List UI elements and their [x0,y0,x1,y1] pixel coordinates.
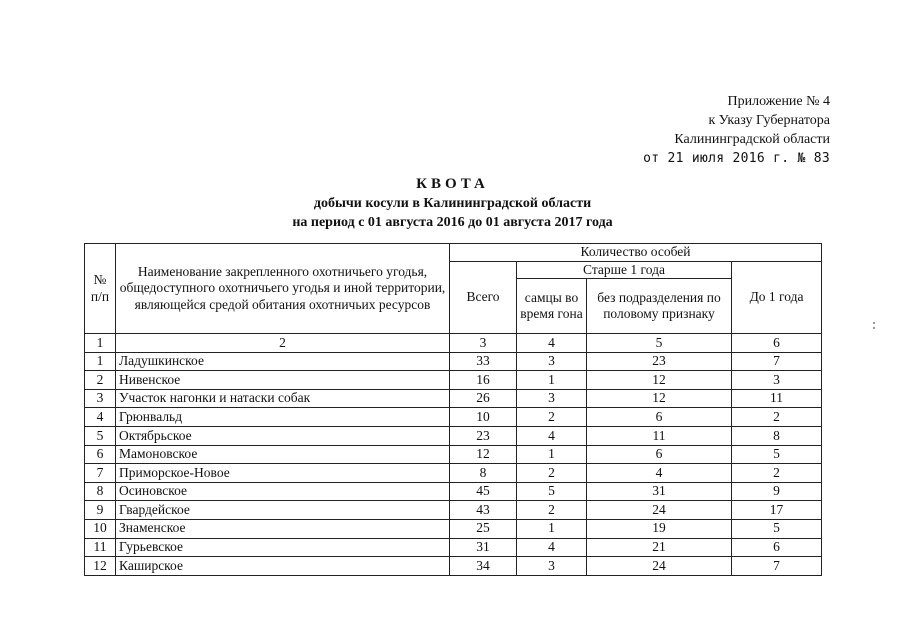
row-males-cell: 4 [517,426,587,445]
row-name-cell: Ладушкинское [116,352,450,371]
row-males-cell: 1 [517,445,587,464]
header-older: Старше 1 года [517,261,732,279]
row-young-cell: 7 [732,352,822,371]
column-number: 6 [732,334,822,353]
row-males-cell: 3 [517,352,587,371]
row-name-cell: Каширское [116,557,450,576]
row-number-cell: 8 [85,482,116,501]
row-total-cell: 23 [450,426,517,445]
appendix-region: Калининградской области [674,132,830,147]
row-males-cell: 3 [517,557,587,576]
row-males-cell: 1 [517,371,587,390]
title-block [0,174,905,232]
table-row [85,426,822,445]
table-row [85,445,822,464]
table-row [85,519,822,538]
row-total-cell: 26 [450,389,517,408]
row-males-cell: 2 [517,501,587,520]
row-name-cell: Гурьевское [116,538,450,557]
header-males: самцы во время гона [517,279,587,334]
row-total-cell: 43 [450,501,517,520]
row-young-cell: 8 [732,426,822,445]
column-number: 3 [450,334,517,353]
appendix-number: Приложение № 4 [727,94,830,109]
row-nosex-cell: 23 [587,352,732,371]
row-number-cell: 2 [85,371,116,390]
row-young-cell: 2 [732,464,822,483]
table-row [85,352,822,371]
row-nosex-cell: 31 [587,482,732,501]
row-name-cell: Нивенское [116,371,450,390]
row-name-cell: Осиновское [116,482,450,501]
table-row [85,501,822,520]
row-name-cell: Мамоновское [116,445,450,464]
row-number-cell: 10 [85,519,116,538]
row-number-cell: 4 [85,408,116,427]
column-number: 2 [116,334,450,353]
scan-mark [873,322,875,324]
row-nosex-cell: 6 [587,408,732,427]
row-number-cell: 11 [85,538,116,557]
table-row [85,557,822,576]
header-number: № п/п [85,244,116,334]
row-name-cell: Знаменское [116,519,450,538]
row-name-cell: Участок нагонки и натаски собак [116,389,450,408]
table-row [85,464,822,483]
row-nosex-cell: 6 [587,445,732,464]
column-number: 4 [517,334,587,353]
header-name: Наименование закрепленного охотничьего угодья, общедоступного охотничьего угодья и иной территории, являющейся средой обитания охотничьих ресурсов [116,244,450,334]
row-number-cell: 1 [85,352,116,371]
row-males-cell: 4 [517,538,587,557]
row-number-cell: 12 [85,557,116,576]
row-young-cell: 3 [732,371,822,390]
row-total-cell: 34 [450,557,517,576]
row-number-cell: 6 [85,445,116,464]
row-males-cell: 3 [517,389,587,408]
table-row [85,408,822,427]
row-total-cell: 31 [450,538,517,557]
column-number: 5 [587,334,732,353]
table-row [85,389,822,408]
row-males-cell: 2 [517,408,587,427]
row-name-cell: Приморское-Новое [116,464,450,483]
header-total: Всего [450,261,517,334]
scan-mark [873,327,875,329]
row-total-cell: 25 [450,519,517,538]
row-young-cell: 5 [732,445,822,464]
header-nosex: без подразделения по половому признаку [587,279,732,334]
column-number: 1 [85,334,116,353]
table-row [85,371,822,390]
row-name-cell: Гвардейское [116,501,450,520]
row-young-cell: 5 [732,519,822,538]
document-title: КВОТА [416,176,489,192]
row-males-cell: 1 [517,519,587,538]
row-total-cell: 10 [450,408,517,427]
row-young-cell: 2 [732,408,822,427]
row-total-cell: 45 [450,482,517,501]
table-row [85,482,822,501]
header-young: До 1 года [732,261,822,334]
quota-table-body [85,334,822,576]
row-total-cell: 8 [450,464,517,483]
row-name-cell: Октябрьское [116,426,450,445]
row-nosex-cell: 4 [587,464,732,483]
row-nosex-cell: 24 [587,501,732,520]
row-young-cell: 6 [732,538,822,557]
row-number-cell: 5 [85,426,116,445]
row-young-cell: 11 [732,389,822,408]
row-total-cell: 33 [450,352,517,371]
appendix-date: от 21 июля 2016 г. № 83 [643,151,830,166]
row-number-cell: 3 [85,389,116,408]
row-young-cell: 7 [732,557,822,576]
row-nosex-cell: 21 [587,538,732,557]
table-row [85,538,822,557]
row-young-cell: 17 [732,501,822,520]
row-nosex-cell: 24 [587,557,732,576]
row-young-cell: 9 [732,482,822,501]
document-subtitle-1: добычи косули в Калининградской области [313,196,592,211]
document-subtitle-2: на период с 01 августа 2016 до 01 августа 2017 года [292,215,613,230]
row-nosex-cell: 12 [587,371,732,390]
appendix-decree: к Указу Губернатора [708,113,830,128]
row-nosex-cell: 12 [587,389,732,408]
row-males-cell: 5 [517,482,587,501]
row-total-cell: 12 [450,445,517,464]
quota-table [84,243,822,576]
row-nosex-cell: 19 [587,519,732,538]
header-count: Количество особей [450,244,822,262]
column-number-row [85,334,822,353]
row-total-cell: 16 [450,371,517,390]
row-males-cell: 2 [517,464,587,483]
row-number-cell: 9 [85,501,116,520]
row-name-cell: Грюнвальд [116,408,450,427]
row-number-cell: 7 [85,464,116,483]
row-nosex-cell: 11 [587,426,732,445]
appendix-block [600,92,830,168]
